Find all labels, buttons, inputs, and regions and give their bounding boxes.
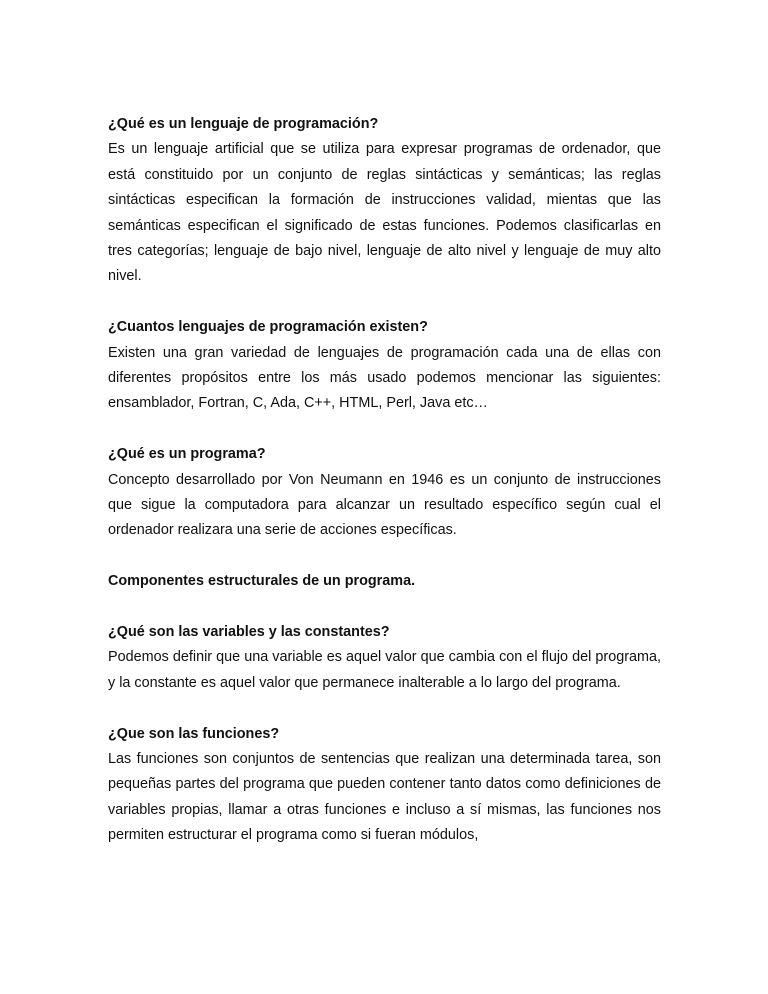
section-heading: ¿Cuantos lenguajes de programación existen?	[108, 319, 428, 336]
paragraph-gap	[108, 417, 661, 442]
section-heading: Componentes estructurales de un programa.	[108, 573, 416, 590]
section-paragraph: Existen una gran variedad de lenguajes de programación cada una de ellas con diferentes propósitos entre los más usado podemos mencionar las siguientes: ensamblador, Fortran, C, Ada, C++, HTML, Perl, Java etc…	[108, 344, 661, 412]
section-variables-constantes	[108, 620, 661, 696]
section-heading: ¿Qué son las variables y las constantes?	[108, 624, 390, 641]
section-funciones	[108, 722, 661, 849]
section-cuantos-lenguajes	[108, 315, 661, 417]
section-paragraph: Las funciones son conjuntos de sentencias que realizan una determinada tarea, son pequeñas partes del programa que pueden contener tanto datos como definiciones de variables propias, llamar a otras funciones e incluso a sí mismas, las funciones nos permiten estructurar el programa como si fueran módulos,	[108, 751, 661, 844]
section-paragraph: Es un lenguaje artificial que se utiliza para expresar programas de ordenador, que está constituido por un conjunto de reglas sintácticas y semánticas; las reglas sintácticas especifican la formación de instrucciones validad, mientas que las semánticas especifican el significado de estas funciones. Podemos clasificarlas en tres categorías; lenguaje de bajo nivel, lenguaje de alto nivel y lenguaje de muy alto nivel.	[108, 141, 661, 285]
section-paragraph: Concepto desarrollado por Von Neumann en 1946 es un conjunto de instrucciones que sigue la computadora para alcanzar un resultado específico según cual el ordenador realizara una serie de acciones específicas.	[108, 471, 661, 539]
paragraph-gap	[108, 595, 661, 620]
section-programa	[108, 442, 661, 544]
section-heading: ¿Que son las funciones?	[108, 725, 280, 742]
paragraph-gap	[108, 544, 661, 569]
section-heading: ¿Qué es un lenguaje de programación?	[108, 116, 379, 132]
paragraph-gap	[108, 696, 661, 721]
document-page	[108, 112, 661, 849]
section-componentes	[108, 569, 661, 594]
section-heading: ¿Qué es un programa?	[108, 446, 266, 463]
section-lenguaje	[108, 112, 661, 290]
paragraph-gap	[108, 290, 661, 315]
section-paragraph: Podemos definir que una variable es aquel valor que cambia con el flujo del programa, y la constante es aquel valor que permanece inalterable a lo largo del programa.	[108, 649, 661, 691]
